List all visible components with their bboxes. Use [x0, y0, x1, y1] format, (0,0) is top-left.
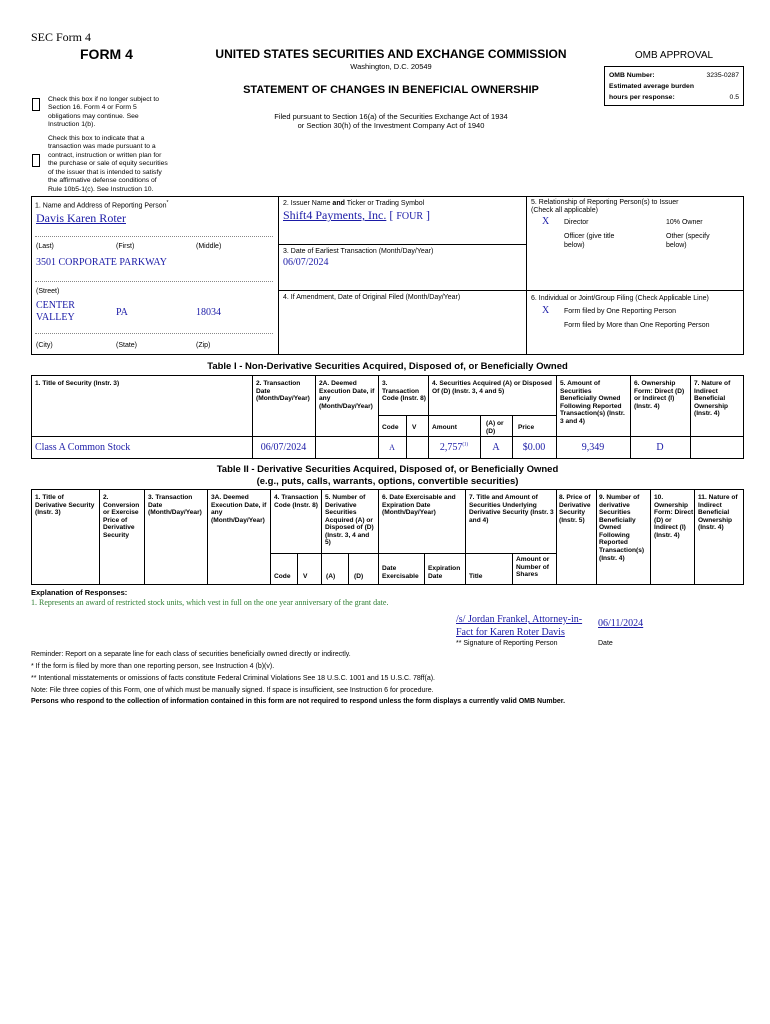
t2-h-price: 8. Price of Derivative Security (Instr. 5): [559, 494, 591, 524]
rule-10b5-1-checkbox[interactable]: [32, 154, 40, 167]
box4-label: 4. If Amendment, Date of Original Filed (Month/Day/Year): [283, 294, 461, 301]
reporting-person-name-link[interactable]: Davis Karen Roter: [36, 211, 126, 225]
t1-sub-amount: Amount: [432, 424, 457, 431]
t1-row-code: A: [389, 443, 395, 452]
t2-h-conversion: 2. Conversion or Exercise Price of Derivative Security: [103, 494, 140, 539]
t1-row-price: $0.00: [522, 442, 546, 453]
filed-pursuant-line-1: Filed pursuant to Section 16(a) of the Securities Exchange Act of 1934: [274, 112, 508, 121]
no-longer-subject-text: Check this box if no longer subject to Section 16. Form 4 or Form 5 obligations may continue. See Instruction 1(b).: [48, 96, 160, 129]
t1-sub-v: V: [412, 424, 417, 431]
table2-subtitle: (e.g., puts, calls, warrants, options, convertible securities): [256, 476, 519, 487]
first-label: (First): [116, 243, 135, 250]
commission-title: UNITED STATES SECURITIES AND EXCHANGE COMMISSION: [215, 47, 567, 61]
statement-title: STATEMENT OF CHANGES IN BENEFICIAL OWNERSHIP: [243, 84, 539, 96]
box6-label: 6. Individual or Joint/Group Filing (Check Applicable Line): [531, 295, 709, 302]
t1-row-amount: 2,757$^{(1)}$: [439, 442, 469, 453]
table2-title: Table II - Derivative Securities Acquired, Disposed of, or Beneficially Owned: [216, 464, 559, 475]
t1-row-owned: 9,349: [581, 442, 605, 453]
form-title: FORM 4: [80, 46, 133, 62]
explanation-label: Explanation of Responses:: [31, 588, 128, 597]
box2-label: 2. Issuer Name and Ticker or Trading Symbol: [283, 200, 425, 207]
city-value: CENTER VALLEY: [36, 300, 75, 323]
director-label: Director: [564, 219, 589, 226]
date-label: Date: [598, 640, 613, 647]
street-value: 3501 CORPORATE PARKWAY: [36, 257, 167, 268]
omb-hours-value: 0.5: [729, 94, 739, 101]
t1-row-date: 06/07/2024: [260, 442, 307, 453]
reminder-line-3: ** Intentional misstatements or omissions of facts constitute Federal Criminal Violations See 18 U.S.C. 1001 and 15 U.S.C. 78ff(a).: [31, 675, 435, 682]
t2-sub-code: Code: [274, 573, 291, 580]
omb-hours-label: hours per response:: [609, 94, 675, 101]
zip-value: 18034: [196, 307, 221, 318]
box5-label: 5. Relationship of Reporting Person(s) to Issuer: [531, 199, 679, 206]
t2-h-ownership-form: 10. Ownership Form: Direct (D) or Indirect (I) (Instr. 4): [654, 494, 694, 539]
t1-h-nature: 7. Nature of Indirect Beneficial Ownership (Instr. 4): [694, 380, 731, 418]
zip-label: (Zip): [196, 342, 211, 349]
t1-sub-price: Price: [518, 424, 535, 431]
one-person-option: Form filed by One Reporting Person: [564, 308, 677, 315]
multiple-persons-option: Form filed by More than One Reporting Person: [564, 322, 710, 329]
t2-h-exercisable: 6. Date Exercisable and Expiration Date (Month/Day/Year): [382, 494, 456, 517]
t2-h-underlying: 7. Title and Amount of Securities Underlying Derivative Security (Instr. 3 and 4): [469, 494, 554, 524]
street-label: (Street): [36, 288, 60, 295]
ticker-symbol: FOUR: [396, 211, 424, 222]
t2-h-nature: 11. Nature of Indirect Beneficial Ownership (Instr. 4): [698, 494, 738, 532]
issuer-name-link[interactable]: Shift4 Payments, Inc.: [283, 208, 387, 222]
other-label: Other (specify below): [666, 233, 710, 249]
signature-link[interactable]: /s/ Jordan Frankel, Attorney-in-Fact for Karen Roter Davis: [456, 614, 583, 638]
t2-sub-a: (A): [326, 573, 336, 580]
t1-h-deemed: 2A. Deemed Execution Date, if any (Month/Day/Year): [319, 380, 375, 410]
box1-label: 1. Name and Address of Reporting Person*: [35, 200, 169, 210]
t2-sub-expiration: Expiration Date: [428, 565, 461, 580]
middle-label: (Middle): [196, 243, 222, 250]
reminder-line-4: Note: File three copies of this Form, one of which must be manually signed. If space is insufficient, see Instruction 6 for procedure.: [31, 687, 434, 694]
t2-sub-amount: Amount or Number of Shares: [516, 556, 550, 579]
signature-date-link[interactable]: 06/11/2024: [598, 618, 644, 629]
t1-sub-aord: (A) or (D): [486, 420, 504, 435]
last-label: (Last): [36, 243, 54, 250]
one-person-check-mark[interactable]: X: [542, 305, 550, 316]
t2-h-number: 5. Number of Derivative Securities Acquired (A) or Disposed of (D) (Instr. 3, 4 and 5): [325, 494, 374, 547]
footnote-1: 1. Represents an award of restricted stock units, which vest in full on the one year anniversary of the grant date.: [31, 598, 389, 607]
omb-number-value: 3235-0287: [706, 72, 739, 79]
t1-row-form: D: [656, 442, 664, 453]
omb-final-note: Persons who respond to the collection of information contained in this form are not required to respond unless the form displays a currently valid OMB Number.: [31, 698, 566, 705]
t2-sub-date-exercisable: Date Exercisable: [382, 565, 419, 580]
t2-h-date: 3. Transaction Date (Month/Day/Year): [148, 494, 202, 517]
t2-sub-title: Title: [469, 573, 483, 580]
t1-h-code: 3. Transaction Code (Instr. 8): [382, 380, 426, 403]
no-longer-subject-checkbox[interactable]: [32, 98, 40, 111]
t2-h-deemed: 3A. Deemed Execution Date, if any (Month/Day/Year): [211, 494, 267, 524]
t1-h-ownership-form: 6. Ownership Form: Direct (D) or Indirect (I) (Instr. 4): [634, 380, 685, 410]
box3-label: 3. Date of Earliest Transaction (Month/Day/Year): [283, 248, 434, 255]
omb-burden-label: Estimated average burden: [609, 83, 694, 90]
ten-percent-owner-label: 10% Owner: [666, 219, 703, 226]
t1-h-title: 1. Title of Security (Instr. 3): [35, 380, 120, 387]
issuer-line: Shift4 Payments, Inc. [ FOUR ]: [283, 208, 431, 222]
t1-row-aord: A: [492, 442, 500, 453]
omb-box: [604, 66, 744, 106]
table1-title: Table I - Non-Derivative Securities Acquired, Disposed of, or Beneficially Owned: [207, 361, 568, 372]
signature-label: ** Signature of Reporting Person: [456, 640, 558, 647]
rule-10b5-1-text: Check this box to indicate that a transaction was made pursuant to a contract, instruction or written plan for the purchase or sale of equity securities of the issuer that is intended to satisfy the affirmative defense conditions of Rule 10b5-1(c). See Instruction 10.: [48, 135, 168, 193]
t1-h-acquired: 4. Securities Acquired (A) or Disposed Of (D) (Instr. 3, 4 and 5): [432, 380, 552, 395]
t1-row-title: Class A Common Stock: [35, 442, 131, 453]
box5-sublabel: (Check all applicable): [531, 207, 598, 214]
t2-h-title: 1. Title of Derivative Security (Instr. 3): [35, 494, 95, 517]
t1-h-date: 2. Transaction Date (Month/Day/Year): [256, 380, 310, 403]
t2-h-number-owned: 9. Number of derivative Securities Beneficially Owned Following Reported Transaction(s) (Instr. 4): [599, 494, 645, 562]
t1-h-amount-owned: 5. Amount of Securities Beneficially Owned Following Reported Transaction(s) (Instr. 3 and 4): [560, 380, 625, 425]
city-label: (City): [36, 342, 53, 349]
state-label: (State): [116, 342, 138, 349]
director-check-mark[interactable]: X: [542, 216, 550, 227]
officer-label: Officer (give title below): [564, 233, 615, 249]
t2-h-code: 4. Transaction Code (Instr. 8): [274, 494, 319, 509]
omb-approval-title: OMB APPROVAL: [634, 50, 714, 61]
page-label: SEC Form 4: [31, 30, 92, 44]
earliest-transaction-date: 06/07/2024: [283, 257, 329, 268]
t2-sub-v: V: [303, 573, 308, 580]
omb-number-label: OMB Number:: [609, 72, 655, 79]
commission-city: Washington, D.C. 20549: [350, 62, 432, 71]
reminder-line-2: * If the form is filed by more than one reporting person, see Instruction 4 (b)(v).: [31, 663, 275, 670]
filed-pursuant-line-2: or Section 30(h) of the Investment Company Act of 1940: [297, 121, 485, 130]
t2-sub-d: (D): [354, 573, 364, 580]
t1-sub-code: Code: [382, 424, 399, 431]
reminder-line-1: Reminder: Report on a separate line for each class of securities beneficially owned directly or indirectly.: [31, 651, 351, 658]
state-value: PA: [116, 307, 128, 318]
